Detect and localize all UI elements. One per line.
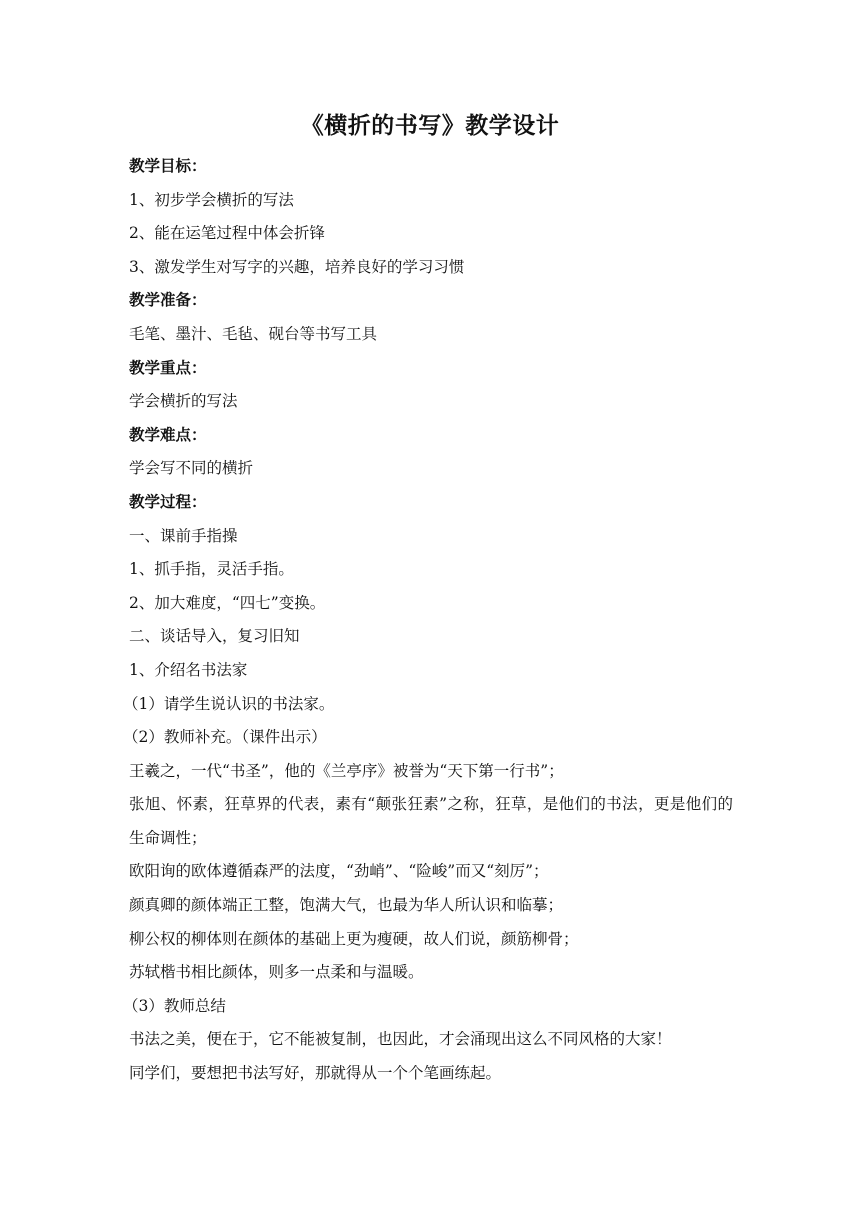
- heading-teaching-preparation: 教学准备：: [129, 291, 207, 310]
- goal-item-3: 3、激发学生对写字的兴趣，培养良好的学习习惯: [129, 257, 465, 276]
- calligrapher-liu-gongquan: 柳公权的柳体则在颜体的基础上更为瘦硬，故人们说，颜筋柳骨；: [129, 929, 579, 948]
- heading-teaching-process: 教学过程：: [129, 492, 207, 511]
- summary-text-2: 同学们，要想把书法写好，那就得从一个个笔画练起。: [129, 1064, 502, 1083]
- sub-item-1: （1）请学生说认识的书法家。: [123, 694, 335, 713]
- calligrapher-yan-zhenqing: 颜真卿的颜体端正工整，饱满大气，也最为华人所认识和临摹；: [129, 896, 564, 915]
- heading-teaching-goals: 教学目标：: [129, 157, 207, 175]
- process-step-1: 一、课前手指操: [129, 526, 238, 545]
- document-title: 《横折的书写》教学设计: [300, 113, 560, 139]
- preparation-text: 毛笔、墨汁、毛毡、砚台等书写工具: [129, 324, 378, 343]
- document-body: [123, 150, 733, 1091]
- sub-item-2: （2）教师补充。（课件出示）: [123, 728, 327, 747]
- process-step-2: 二、谈话导入，复习旧知: [129, 627, 300, 646]
- key-points-text: 学会横折的写法: [129, 392, 238, 411]
- summary-text-1: 书法之美，便在于，它不能被复制，也因此，才会涌现出这么不同风格的大家！: [129, 1030, 672, 1049]
- difficulties-text: 学会写不同的横折: [129, 459, 254, 478]
- goal-item-1: 1、初步学会横折的写法: [129, 190, 294, 209]
- calligrapher-ouyang-xun: 欧阳询的欧体遵循森严的法度，“劲峭”、“险峻”而又“刻厉”；: [129, 862, 549, 881]
- heading-key-points: 教学重点：: [129, 358, 207, 377]
- sub-item-3: （3）教师总结: [123, 996, 226, 1015]
- goal-item-2: 2、能在运笔过程中体会折锋: [129, 224, 325, 243]
- heading-difficulties: 教学难点：: [129, 425, 207, 444]
- process-step-1-item-1: 1、抓手指，灵活手指。: [129, 560, 294, 579]
- calligrapher-su-shi: 苏轼楷书相比颜体，则多一点柔和与温暖。: [129, 963, 424, 982]
- calligrapher-wang-xizhi: 王羲之，一代“书圣”，他的《兰亭序》被誉为“天下第一行书”；: [129, 761, 564, 780]
- calligrapher-zhang-xu-huai-su: 张旭、怀素，狂草界的代表，素有“颠张狂素”之称，狂草，是他们的书法，更是他们的生命调性；: [129, 795, 733, 847]
- process-step-1-item-2: 2、加大难度，“四七”变换。: [129, 593, 326, 612]
- process-step-2-item-1: 1、介绍名书法家: [129, 660, 248, 679]
